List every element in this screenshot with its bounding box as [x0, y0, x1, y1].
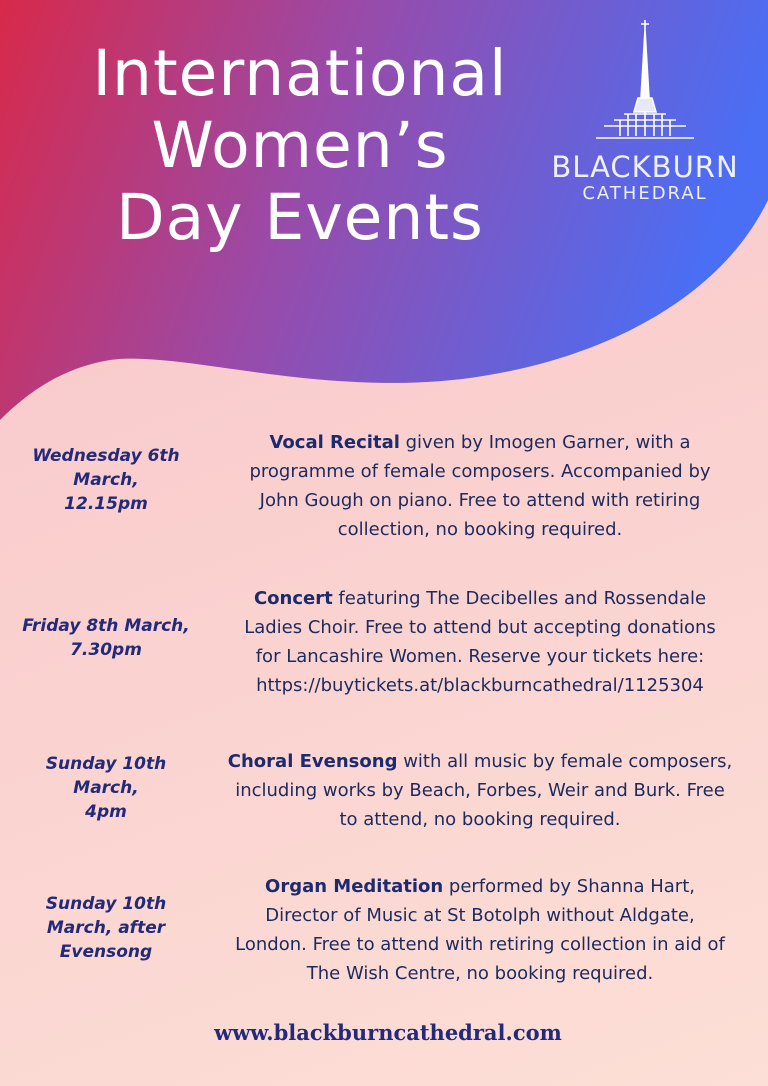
event-description: Organ Meditation performed by Shanna Hart, Director of Music at St Botolph without Aldgate, London. Free to attend with retiring collection in aid of The Wish Centre, no booking required.: [235, 876, 725, 984]
event-title: Concert: [253, 588, 333, 609]
logo-subtitle: CATHEDRAL: [582, 183, 708, 204]
title-line-3: Day Events: [116, 181, 484, 254]
event-date: Sunday 10th March, 4pm: [45, 754, 167, 822]
ticket-link[interactable]: https://buytickets.at/blackburncathedral/1125304: [256, 675, 704, 696]
cathedral-logo: [532, 18, 758, 204]
event-date: Friday 8th March, 7.30pm: [22, 616, 190, 660]
event-description: Choral Evensong with all music by female composers, including works by Beach, Forbes, Weir and Burk. Free to attend, no booking required.: [227, 751, 733, 830]
title-line-2: Women’s: [151, 109, 449, 182]
website-link[interactable]: www.blackburncathedral.com: [214, 1020, 562, 1045]
event-description: Vocal Recital given by Imogen Garner, with a programme of female composers. Accompanied by John Gough on piano. Free to attend with retiring collection, no booking required.: [249, 432, 711, 540]
logo-name: BLACKBURN: [551, 150, 739, 184]
event-title: Choral Evensong: [227, 751, 398, 772]
event-title: Organ Meditation: [265, 876, 444, 897]
event-title: Vocal Recital: [269, 432, 400, 453]
event-description: Concert featuring The Decibelles and Rossendale Ladies Choir. Free to attend but accepting donations for Lancashire Women. Reserve your tickets here: https://buytickets.at/blackburncathedral/1125304: [200, 584, 760, 700]
cathedral-spire-icon: [594, 18, 696, 152]
page-title: [40, 38, 560, 254]
event-date: Sunday 10th March, after Evensong: [45, 894, 167, 962]
event-date: Wednesday 6th March, 12.15pm: [32, 446, 180, 514]
title-line-1: International: [92, 37, 508, 110]
